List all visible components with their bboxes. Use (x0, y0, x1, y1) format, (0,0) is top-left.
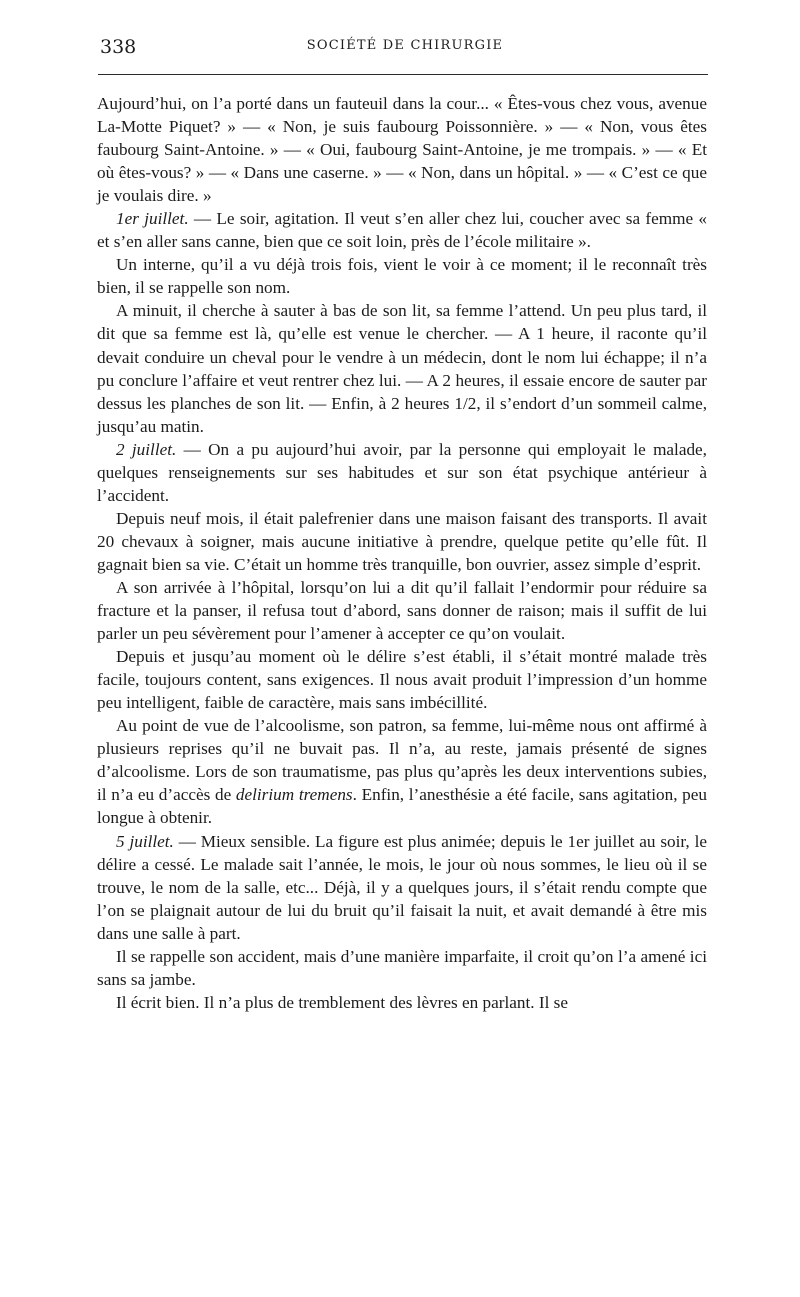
italic-text: 5 juillet. (116, 831, 174, 851)
paragraph (97, 92, 707, 207)
paragraph (97, 714, 707, 829)
paragraph-text: Un interne, qu’il a vu déjà trois fois, vient le voir à ce moment; il le reconnaît très bien, il se rappelle son nom. (97, 255, 707, 298)
paragraph (97, 438, 707, 507)
paragraph-text: Depuis neuf mois, il était palefrenier dans une maison faisant des transports. Il avait 20 chevaux à soigner, mais aucune initiative à prendre, quelque petite qu’elle fût. Il gagnait bien sa vie. C’était un homme très tranquille, bon ouvrier, assez simple d’esprit. (97, 508, 707, 574)
header-rule (98, 74, 708, 75)
paragraph (97, 299, 707, 437)
paragraph-text: Au point de vue de l’alcoolisme, son patron, sa femme, lui-même nous ont affirmé à plusieurs reprises qu’il ne buvait pas. Il n’a, au reste, jamais présenté de signes d’alcoolisme. Lors de son traumatisme, pas plus qu’après les deux interventions subies, il n’a eu d’accès de (97, 716, 707, 805)
italic-text: 1er juillet. (116, 209, 189, 229)
paragraph (97, 253, 707, 299)
paragraph (97, 576, 707, 645)
paragraph-text: A son arrivée à l’hôpital, lorsqu’on lui a dit qu’il fallait l’endormir pour réduire sa fracture et la panser, il refusa tout d’abord, sans donner de raison; mais il suffit de lui parler un peu sévèrement pour l’amener à accepter ce qu’on voulait. (97, 577, 707, 644)
paragraph-text: Il se rappelle son accident, mais d’une manière imparfaite, il croit qu’on l’a amené ici sans sa jambe. (97, 946, 707, 989)
paragraph-text: . Enfin, l’anesthésie a été facile, sans agitation, peu longue à obtenir. (97, 785, 707, 828)
paragraph-text: — Mieux sensible. La figure est plus animée; depuis le 1er juillet au soir, le délire a cessé. Le malade sait l’année, le mois, le jour où nous sommes, le lieu où il se trouve, le nom de la salle, etc... Déjà, il y a quelques jours, il s’était rendu compte que l’on se plaignait autour de lui du bruit qu’il faisait la nuit, et avait demandé à être mis dans une salle à part. (97, 831, 707, 943)
paragraph-text: A minuit, il cherche à sauter à bas de son lit, sa femme l’attend. Un peu plus tard, il dit que sa femme est là, qu’elle est venue le chercher. — A 1 heure, il raconte qu’il devait conduire un cheval pour le vendre à un médecin, dont le nom lui échappe; il n’a pu conclure l’affaire et veut rentrer chez lui. — A 2 heures, il essaie encore de sauter par dessus les planches de son lit. — Enfin, à 2 heures 1/2, il s’endort d’un sommeil calme, jusqu’au matin. (97, 301, 707, 436)
paragraph (97, 207, 707, 253)
paragraph-text: Aujourd’hui, on l’a porté dans un fauteuil dans la cour... « Êtes-vous chez vous, avenue La-Motte Piquet? » — « Non, je suis faubourg Poissonnière. » — « Non, vous êtes faubourg Saint-Antoine. » — « Oui, faubourg Saint-Antoine, je me trompais. » — « Et où êtes-vous? » — « Dans une caserne. » — « Non, dans un hôpital. » — « C’est ce que je voulais dire. » (97, 94, 707, 206)
paragraph-text: — On a pu aujourd’hui avoir, par la personne qui employait le malade, quelques renseignements sur ses habitudes et sur son état psychique antérieur à l’accident. (97, 439, 707, 505)
body-text (97, 92, 707, 1014)
paragraph (97, 830, 707, 945)
italic-text: 2 juillet. (116, 439, 177, 459)
running-head: SOCIÉTÉ DE CHIRURGIE (306, 38, 504, 53)
paragraph (97, 991, 707, 1014)
paragraph-text: Depuis et jusqu’au moment où le délire s’est établi, il s’était montré malade très facile, toujours content, sans exigences. Il nous avait produit l’impression d’un homme peu intelligent, faible de caractère, mais sans imbécillité. (97, 647, 707, 713)
italic-text: delirium tremens (235, 785, 353, 805)
paragraph (97, 945, 707, 991)
paragraph (97, 507, 707, 576)
page-number: 338 (100, 36, 137, 58)
paragraph-text: — Le soir, agitation. Il veut s’en aller chez lui, coucher avec sa femme « et s’en aller sans canne, bien que ce soit loin, près de l’école militaire ». (97, 209, 707, 252)
paragraph (97, 645, 707, 714)
paragraph-text: Il écrit bien. Il n’a plus de tremblement des lèvres en parlant. Il se (116, 992, 568, 1012)
